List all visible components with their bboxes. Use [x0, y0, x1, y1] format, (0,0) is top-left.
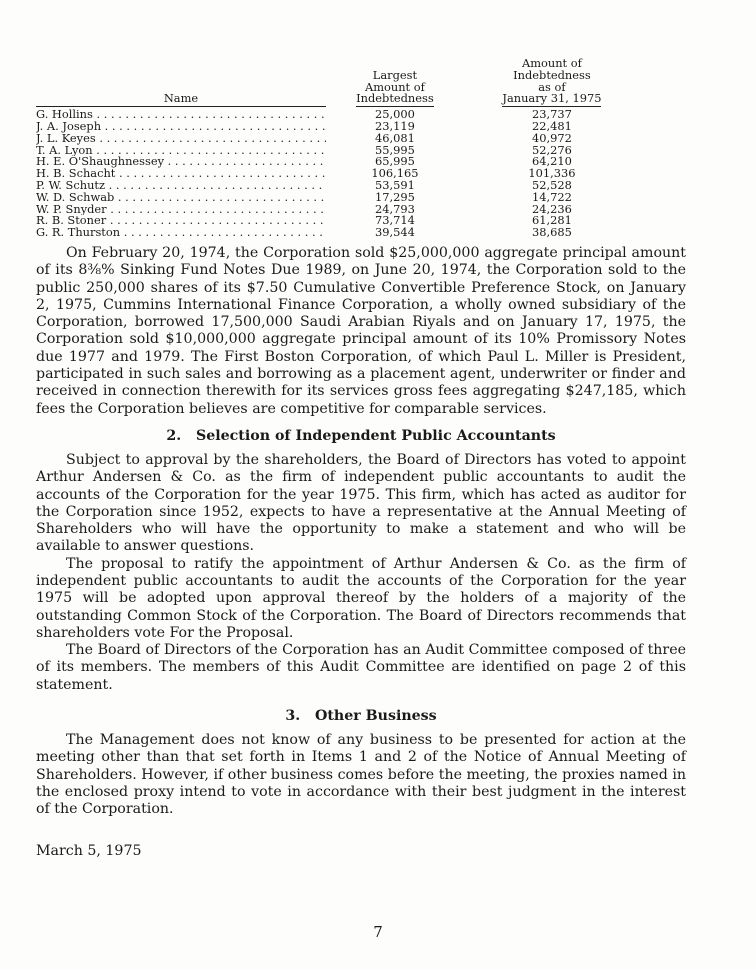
section-2-paragraph: The Board of Directors of the Corporation has an Audit Committee composed of three of its members. The members of this Audit Committee are identified on page 2 of this statement. [36, 642, 686, 693]
table-row: T. A. Lyon . . . 55,995 52,276 [36, 145, 640, 157]
table-row: J. L. Keyes . . . 46,081 40,972 [36, 133, 640, 145]
table-row: G. Hollins . . . 25,000 23,737 [36, 109, 640, 121]
section-2-body [36, 452, 686, 694]
table-row: P. W. Schutz . . . 53,591 52,528 [36, 180, 640, 192]
document-page [36, 58, 686, 859]
header-largest-amount: Largest Amount of Indebtedness [356, 67, 434, 106]
sales-paragraph: On February 20, 1974, the Corporation sold $25,000,000 aggregate principal amount of its 8⅜% Sinking Fund Notes Due 1989, on June 20, 1974, the Corporation sold to the public 250,000 shares of its $7.50 Cumulative Convertible Preference Stock, on January 2, 1975, Cummins International Finance Corporation, a wholly owned subsidiary of the Corporation, borrowed 17,500,000 Saudi Arabian Riyals and on January 17, 1975, the Corporation sold $10,000,000 aggregate principal amount of its 10% Promissory Notes due 1977 and 1979. The First Boston Corporation, of which Paul L. Miller is President, participated in such sales and borrowing as a placement agent, underwriter or finder and received in connection therewith for its services gross fees aggregating $247,185, which fees the Corporation believes are competitive for comparable services. [36, 244, 686, 417]
statement-date: March 5, 1975 [36, 842, 142, 859]
sales-paragraph-block [36, 245, 686, 418]
section-2-paragraph: Subject to approval by the shareholders, the Board of Directors has voted to appoint Arthur Andersen & Co. as the firm of independent public accountants to audit the accounts of the Corporation for the year 1975. This firm, which has acted as auditor for the Corporation since 1952, expects to have a representative at the Annual Meeting of Shareholders who will have the opportunity to make a statement and who will be available to answer questions. [36, 451, 686, 555]
table-row: W. P. Snyder . . . 24,793 24,236 [36, 204, 640, 216]
section-3-body [36, 732, 686, 818]
header-name: Name [36, 58, 326, 109]
table-row: W. D. Schwab . . . 17,295 14,722 [36, 192, 640, 204]
section-3-title: Other Business [314, 708, 437, 725]
header-current-amount: Amount of Indebtedness as of January 31, 1975 [502, 56, 602, 106]
table-row: H. B. Schacht . . . 106,165 101,336 [36, 168, 640, 180]
table-row: J. A. Joseph . . . 23,119 22,481 [36, 121, 640, 133]
section-2-title: Selection of Independent Public Accountants [195, 427, 556, 444]
section-2-number: 2. [166, 427, 182, 444]
section-3-paragraph: The Management does not know of any business to be presented for action at the meeting other than that set forth in Items 1 and 2 of the Notice of Annual Meeting of Shareholders. However, if other business comes before the meeting, the proxies named in the enclosed proxy intend to vote in accordance with their best judgment in the interest of the Corporation. [36, 732, 686, 818]
section-3-heading [36, 708, 686, 724]
section-2-paragraph: The proposal to ratify the appointment of Arthur Andersen & Co. as the firm of independent public accountants to audit the accounts of the Corporation for the year 1975 will be adopted upon approval thereof by the holders of a majority of the outstanding Common Stock of the Corporation. The Board of Directors recommends that shareholders vote For the Proposal. [36, 555, 686, 641]
section-2-heading [36, 428, 686, 444]
table-row: H. E. O'Shaughnessey . . . 65,995 64,210 [36, 156, 640, 168]
indebtedness-table [36, 58, 640, 239]
table-row: G. R. Thurston . . . 39,544 38,685 [36, 227, 640, 239]
section-3-number: 3. [285, 708, 301, 725]
table-header-row [36, 58, 640, 109]
table-row: R. B. Stoner . . . 73,714 61,281 [36, 215, 640, 227]
page-number: 7 [373, 923, 383, 941]
